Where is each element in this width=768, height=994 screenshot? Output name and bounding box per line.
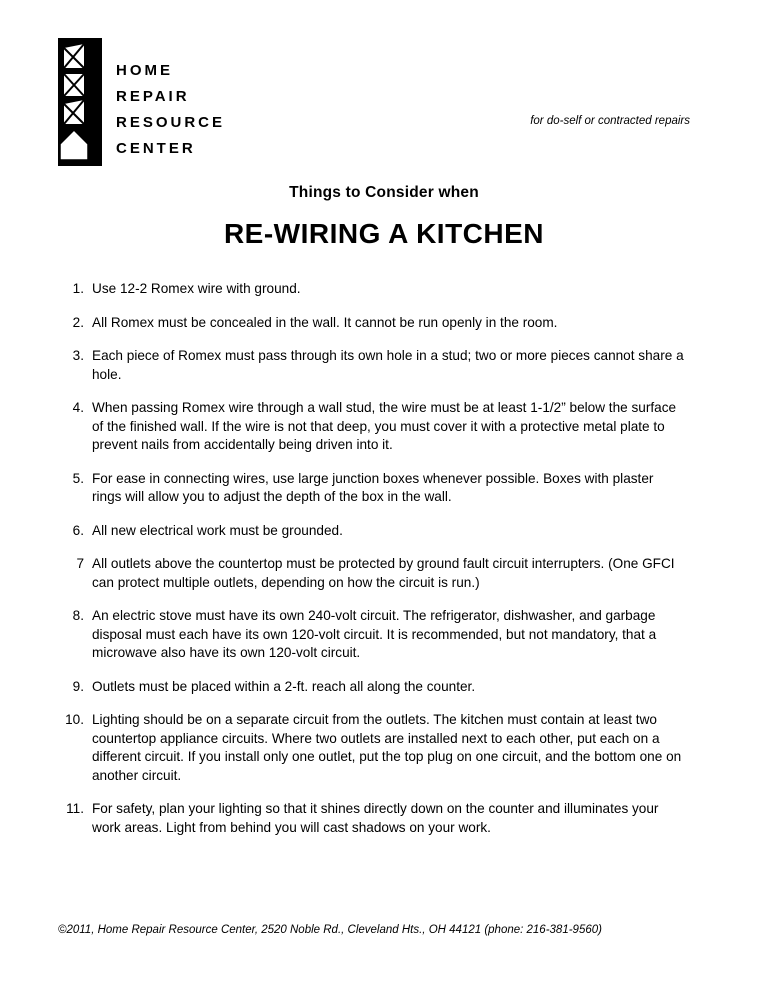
footer-copyright: ©2011, Home Repair Resource Center, 2520 Noble Rd., Cleveland Hts., OH 44121 (phone: 216-381-9560) [58, 924, 602, 936]
list-item [62, 555, 686, 592]
list-item-number: 4. [72, 400, 84, 415]
list-item-number: 5. [72, 470, 84, 486]
list-item [62, 470, 686, 507]
list-item-number: 6. [72, 522, 84, 538]
list-item-text: Use 12-2 Romex wire with ground. [92, 281, 301, 296]
list-item-text: For safety, plan your lighting so that it shines directly down on the counter and illuminates your work areas. Light from behind you will cast shadows on your work. [92, 801, 659, 835]
logo-wordmark [116, 58, 225, 162]
list-item [62, 399, 686, 455]
list-item-text: All outlets above the countertop must be protected by ground fault circuit interrupters. (One GFCI can protect multiple outlets, depending on how the circuit is run.) [92, 556, 675, 590]
list-item-number: 11. [66, 801, 84, 816]
list-item-text: When passing Romex wire through a wall stud, the wire must be at least 1-1/2” below the surface of the finished wall. If the wire is not that deep, you must cover it with a protective metal plate to prevent nails from accidentally being driven into it. [92, 400, 677, 452]
tagline: for do-self or contracted repairs [530, 115, 690, 127]
list-item-number: 7 [76, 556, 84, 571]
title-block [0, 184, 768, 250]
list-item-number: 1. [72, 281, 84, 296]
document-header [0, 0, 768, 157]
list-item [62, 347, 686, 384]
list-item-text: For ease in connecting wires, use large junction boxes whenever possible. Boxes with plaster rings will allow you to adjust the depth of the box in the wall. [92, 470, 654, 504]
numbered-list [0, 280, 768, 837]
logo-word-home: HOME [116, 62, 173, 79]
document-subtitle: Things to Consider when [289, 184, 479, 201]
list-item-text: Lighting should be on a separate circuit from the outlets. The kitchen must contain at least two countertop appliance circuits. Where two outlets are installed next to each other, put each on a different circuit. If you install only one outlet, put the top plug on one circuit, and the bottom one on another circuit. [92, 712, 682, 783]
list-item-text: An electric stove must have its own 240-volt circuit. The refrigerator, dishwasher, and garbage disposal must each have its own 120-volt circuit. It is recommended, but not mandatory, that a microwave also have its own 120-volt circuit. [92, 608, 657, 660]
page-title: RE-WIRING A KITCHEN [223, 218, 545, 249]
list-item-text: All new electrical work must be grounded. [92, 522, 343, 538]
list-item [62, 800, 686, 837]
list-item-text: All Romex must be concealed in the wall. It cannot be run openly in the room. [92, 314, 558, 330]
list-item [62, 280, 686, 299]
list-item [62, 314, 686, 333]
logo-word-center: CENTER [116, 140, 196, 157]
logo-word-resource: RESOURCE [116, 114, 226, 131]
list-item [62, 522, 686, 541]
list-item-text: Outlets must be placed within a 2-ft. reach all along the counter. [92, 678, 476, 694]
list-item-number: 8. [72, 608, 84, 623]
logo-block [58, 38, 225, 166]
list-item-number: 2. [72, 314, 84, 330]
home-repair-logo-icon [58, 38, 102, 166]
list-item-number: 3. [72, 348, 84, 363]
list-item [62, 678, 686, 697]
list-item [62, 607, 686, 663]
list-item-text: Each piece of Romex must pass through its own hole in a stud; two or more pieces cannot share a hole. [92, 348, 684, 382]
list-item-number: 10. [65, 712, 84, 727]
logo-word-repair: REPAIR [116, 88, 190, 105]
list-item-number: 9. [72, 678, 84, 694]
list-item [62, 711, 686, 785]
